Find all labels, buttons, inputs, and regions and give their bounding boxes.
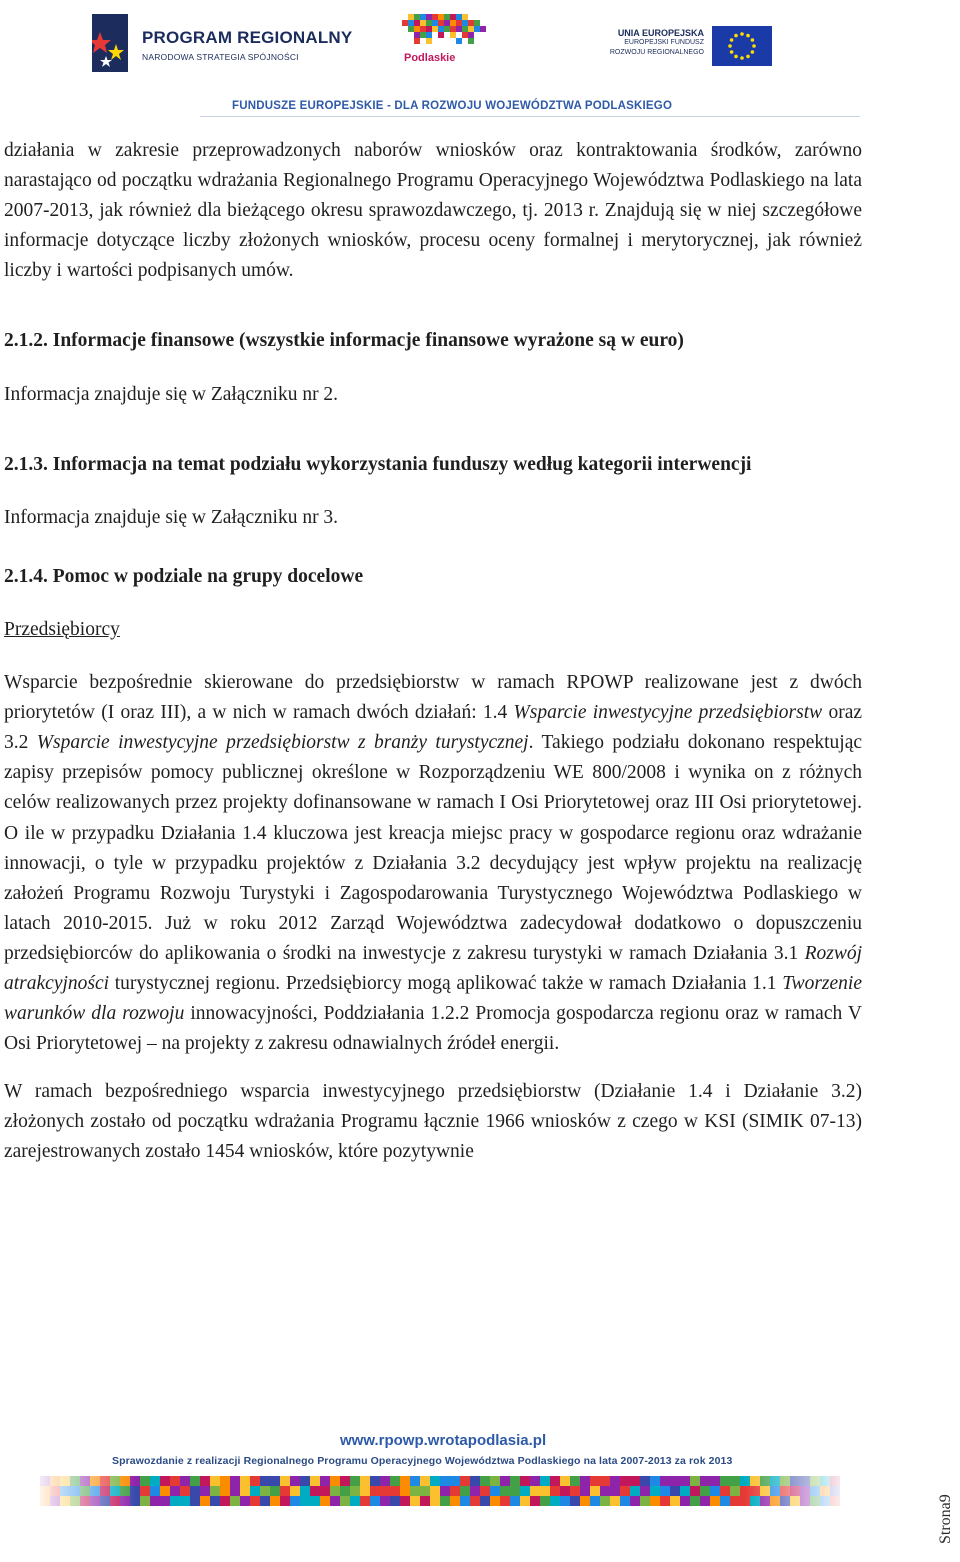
italic-run: Rozwój atrakcyjności — [4, 942, 862, 994]
section-2-1-3-text: Informacja znajduje się w Załączniku nr 3. — [4, 506, 339, 528]
eu-text — [606, 28, 704, 58]
spacer — [4, 480, 862, 503]
section-heading-2-1-3: 2.1.3. Informacja na temat podziału wykorzystania funduszy według kategorii interwencji — [4, 453, 752, 475]
subheading-przedsiebiorcy: Przedsiębiorcy — [4, 618, 120, 640]
section-heading-2-1-2: 2.1.2. Informacje finansowe (wszystkie informacje finansowe wyrażone są w euro) — [4, 330, 684, 352]
program-regionalny-logo — [92, 14, 353, 76]
eu-line-3: ROZWOJU REGIONALNEGO — [609, 49, 704, 56]
document-body — [4, 136, 862, 1168]
colour-mosaic-band — [40, 1476, 840, 1506]
section-2-1-2-text: Informacja znajduje się w Załączniku nr 2. — [4, 383, 339, 405]
program-subtitle: NARODOWA STRATEGIA SPÓJNOŚCI — [142, 52, 299, 62]
italic-run: Wsparcie inwestycyjne przedsiębiorstw z branży turystycznej — [36, 732, 529, 754]
text-run: . Takiego podziału dokonano respektując zapisy przepisów pomocy publicznej określone w Rozporządzeniu WE 800/2008 i wynika on z różnych celów realizowanych przez projekty dofinansowane w ramach I Osi Priorytetowej oraz III Osi priorytetowej. O ile w przypadku Działania 1.4 kluczowa jest kreacja miejsc pracy w gospodarce regionu oraz wdrażanie innowacji, o tyle w przypadku projektów z Działania 3.2 decydujący jest wpływ projektu na realizację założeń Programu Rozwoju Turystyki i Zagospodarowania Turystycznego Województwa Podlaskiego w latach 2010-2015. Już w roku 2012 Zarząd Województwa zadecydował dodatkowo o dopuszczeniu przedsiębiorców do aplikowania o środki na inwestycje z zakresu turystyki w ramach Działania 3.1 — [4, 732, 863, 964]
text-run: oraz 3.2 — [4, 702, 863, 754]
footer-url: www.rpowp.wrotapodlasia.pl — [340, 1432, 547, 1449]
spacer — [4, 533, 862, 562]
spacer — [4, 410, 862, 450]
program-title: PROGRAM REGIONALNY — [142, 28, 353, 47]
italic-run: Tworzenie warunków dla rozwoju — [4, 972, 862, 1025]
spacer — [4, 645, 862, 668]
footer-caption: Sprawozdanie z realizacji Regionalnego Programu Operacyjnego Województwa Podlaskiego na lata 2007-2013 za rok 2013 — [112, 1455, 733, 1467]
spacer — [4, 1059, 862, 1077]
text-run: innowacyjności, Poddziałania 1.2.2 Promocja gospodarcza regionu oraz w ramach V Osi Priorytetowej – na projekty z zakresu odnawialnych źródeł energii. — [4, 1003, 862, 1055]
text-run: Wsparcie bezpośrednie skierowane do przedsiębiorstw w ramach RPOWP realizowane jest z dwóch priorytetów (I oraz III), a w nich w ramach dwóch działań: 1.4 — [4, 672, 862, 724]
italic-run: Wsparcie inwestycyjne przedsiębiorstw — [513, 702, 823, 724]
funds-tagline: FUNDUSZE EUROPEJSKIE - DLA ROZWOJU WOJEWÓDZTWA PODLASKIEGO — [232, 100, 673, 112]
section-heading-2-1-4: 2.1.4. Pomoc w podziale na grupy docelowe — [4, 565, 364, 587]
region-label: Podlaskie — [404, 52, 456, 64]
spacer — [4, 286, 862, 326]
eu-line-2: EUROPEJSKI FUNDUSZ — [624, 39, 704, 46]
intro-paragraph: działania w zakresie przeprowadzonych naborów wniosków oraz kontraktowania środków, zarówno narastająco od początku wdrażania Regionalnego Programu Operacyjnego Województwa Podlaskiego na lata 2007-2013, jak również dla bieżącego okresu sprawozdawczego, tj. 2013 r. Znajdują się w niej szczegółowe informacje dotyczące liczby złożonych wniosków, procesu oceny formalnej i merytorycznej, jak również liczby i wartości podpisanych umów. — [4, 140, 862, 282]
page-footer — [0, 1428, 960, 1546]
podlaskie-logo — [398, 10, 508, 72]
spacer — [4, 592, 862, 615]
text-run: turystycznej regionu. Przedsiębiorcy mogą aplikować także w ramach Działania 1.1 — [109, 972, 783, 994]
support-paragraph — [4, 668, 862, 1059]
eu-line-1: UNIA EUROPEJSKA — [617, 28, 704, 38]
applications-paragraph: W ramach bezpośredniego wsparcia inwestycyjnego przedsiębiorstw (Działanie 1.4 i Działanie 3.2) złożonych zostało od początku wdrażania Programu łącznie 1966 wniosków z czego w KSI (SIMIK 07-13) zarejestrowanych zostało 1454 wniosków, które pozytywnie — [4, 1081, 862, 1163]
eu-logo — [606, 26, 786, 72]
page-header — [0, 0, 960, 122]
page-number-wrapper — [937, 1494, 960, 1562]
bison-mosaic-icon — [398, 10, 498, 54]
header-divider — [200, 116, 860, 117]
page-number: Strona9 — [937, 1494, 954, 1544]
spacer — [4, 357, 862, 380]
program-regionalny-star-icon — [92, 14, 128, 72]
eu-flag-icon — [712, 26, 772, 66]
